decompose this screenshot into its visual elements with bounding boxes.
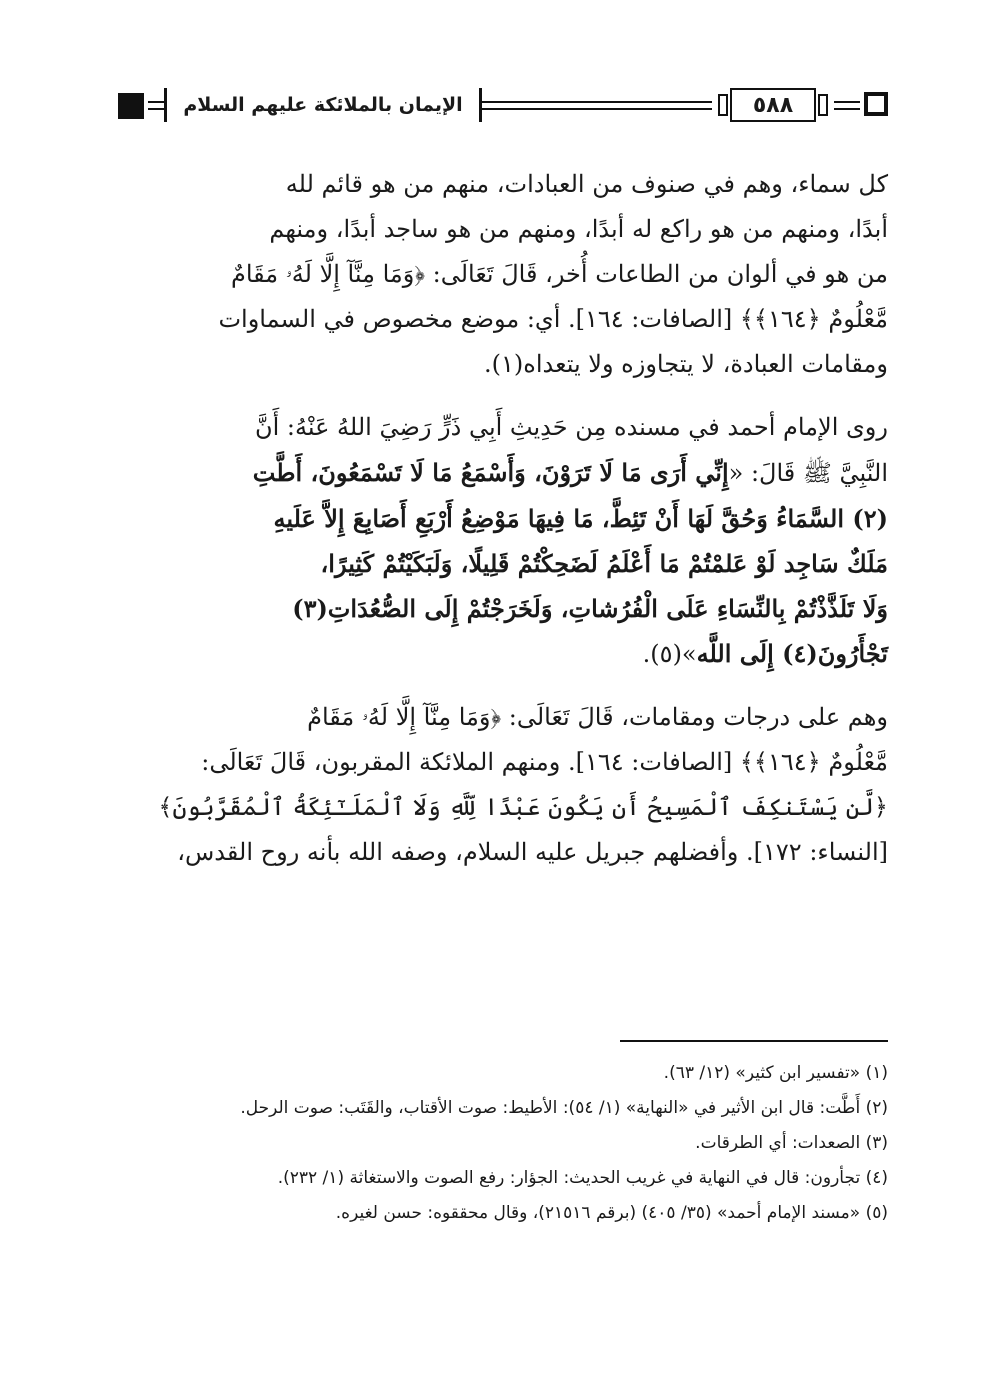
footnote: (٤) تجأرون: قال في النهاية في غريب الحديث: الجؤار: رفع الصوت والاستغاثة (١/ ٢٣٢).: [277, 1168, 888, 1188]
chapter-title: الإيمان بالملائكة عليهم السلام: [164, 88, 482, 122]
header-rule: [480, 101, 712, 103]
quran-verse: ﴿لَّن يَسْتَنكِفَ ٱلْمَسِيحُ أَن يَكُونَ عَبْدًا لِّلَّهِ وَلَا ٱلْمَلَـٰٓئِكَةُ ٱلْمُقَرَّبُونَ﴾: [158, 793, 888, 821]
footnote: (٢) أَطَّت: قال ابن الأثير في «النهاية» (١/ ٥٤): الأطيط: صوت الأقتاب، والقَتَب: صوت الرحل.: [240, 1098, 888, 1118]
footnote-divider: [620, 1040, 888, 1042]
hadith-text: إِنِّي أَرَى مَا لَا تَرَوْنَ، وَأَسْمَعُ مَا لَا تَسْمَعُونَ، أَطَّتِ: [252, 458, 729, 487]
page-header: [118, 86, 888, 126]
footnote: (٥) «مسند الإمام أحمد» (٣٥/ ٤٠٥) (برقم ٢١٥١٦)، وقال محققوه: حسن لغيره.: [335, 1203, 888, 1223]
text-line: كل سماء، وهم في صنوف من العبادات، منهم من هو قائم لله: [285, 170, 888, 198]
page-body: [118, 162, 888, 893]
header-rule: [148, 108, 164, 110]
text-line: [118, 631, 888, 677]
text-line: روى الإمام أحمد في مسنده مِن حَدِيثِ أَبِي ذَرٍّ رَضِيَ اللهُ عَنْهُ: أَنَّ: [254, 413, 888, 441]
paragraph-1: [118, 162, 888, 387]
text-line: من هو في ألوان من الطاعات أُخر، قَالَ تَعَالَى: ﴿وَمَا مِنَّآ إِلَّا لَهُۥ مَقَامٌ: [230, 260, 888, 288]
header-rule: [480, 108, 712, 110]
paragraph-2: [118, 405, 888, 677]
paragraph-3: [118, 695, 888, 875]
narration-intro: النَّبِيَّ ﷺ قَالَ: «: [728, 459, 888, 487]
text-line: مَّعْلُومٌ ﴿١٦٤﴾﴾ [الصافات: ١٦٤]. ومنهم الملائكة المقربون، قَالَ تَعَالَى:: [201, 748, 888, 776]
hadith-line: تَجْأَرُونَ(٤) إِلَى اللَّه: [696, 639, 888, 668]
text-line: [النساء: ١٧٢]. وأفضلهم جبريل عليه السلام، وصفه الله بأنه روح القدس،: [177, 838, 888, 866]
header-ornament-right: [864, 92, 888, 116]
text-line: [118, 450, 888, 496]
header-rule: [834, 101, 860, 103]
text-line: ومقامات العبادة، لا يتجاوزه ولا يتعداه(١).: [484, 350, 888, 378]
text-line: وهم على درجات ومقامات، قَالَ تَعَالَى: ﴿وَمَا مِنَّآ إِلَّا لَهُۥ مَقَامٌ: [307, 703, 888, 731]
text-line: أبدًا، ومنهم من هو راكع له أبدًا، ومنهم من هو ساجد أبدًا، ومنهم: [269, 215, 888, 243]
hadith-line: مَلَكٌ سَاجِد لَوْ عَلمْتُمْ مَا أَعْلَمُ لَضَحِكْتُمْ قَلِيلًا، وَلَبَكَيْتُمْ كَثِيرًا،: [320, 549, 888, 578]
page-number: ٥٨٨: [730, 88, 816, 122]
text-line: مَّعْلُومٌ ﴿١٦٤﴾﴾ [الصافات: ١٦٤]. أي: موضع مخصوص في السماوات: [218, 305, 888, 333]
hadith-close: »(٥).: [642, 640, 697, 668]
header-rule: [148, 101, 164, 103]
header-rule: [834, 108, 860, 110]
footnote: (١) «تفسير ابن كثير» (١٢/ ٦٣).: [663, 1063, 888, 1083]
hadith-line: (٢) السَّمَاءُ وَحُقَّ لَهَا أَنْ تَئِطَّ، مَا فِيهَا مَوْضِعُ أَرْبَعِ أَصَابِعَ إِلاَّ عَلَيهِ: [273, 504, 888, 533]
footnote: (٣) الصعدات: أي الطرقات.: [695, 1133, 888, 1153]
header-ornament-left: [118, 93, 144, 119]
hadith-line: وَلَا تَلَذَّذْتُمْ بِالنِّسَاءِ عَلَى الْفُرُشاتِ، وَلَخَرَجْتُمْ إِلَى الصُّعُدَاتِ(٣): [292, 594, 888, 623]
footnotes: [118, 1056, 888, 1231]
